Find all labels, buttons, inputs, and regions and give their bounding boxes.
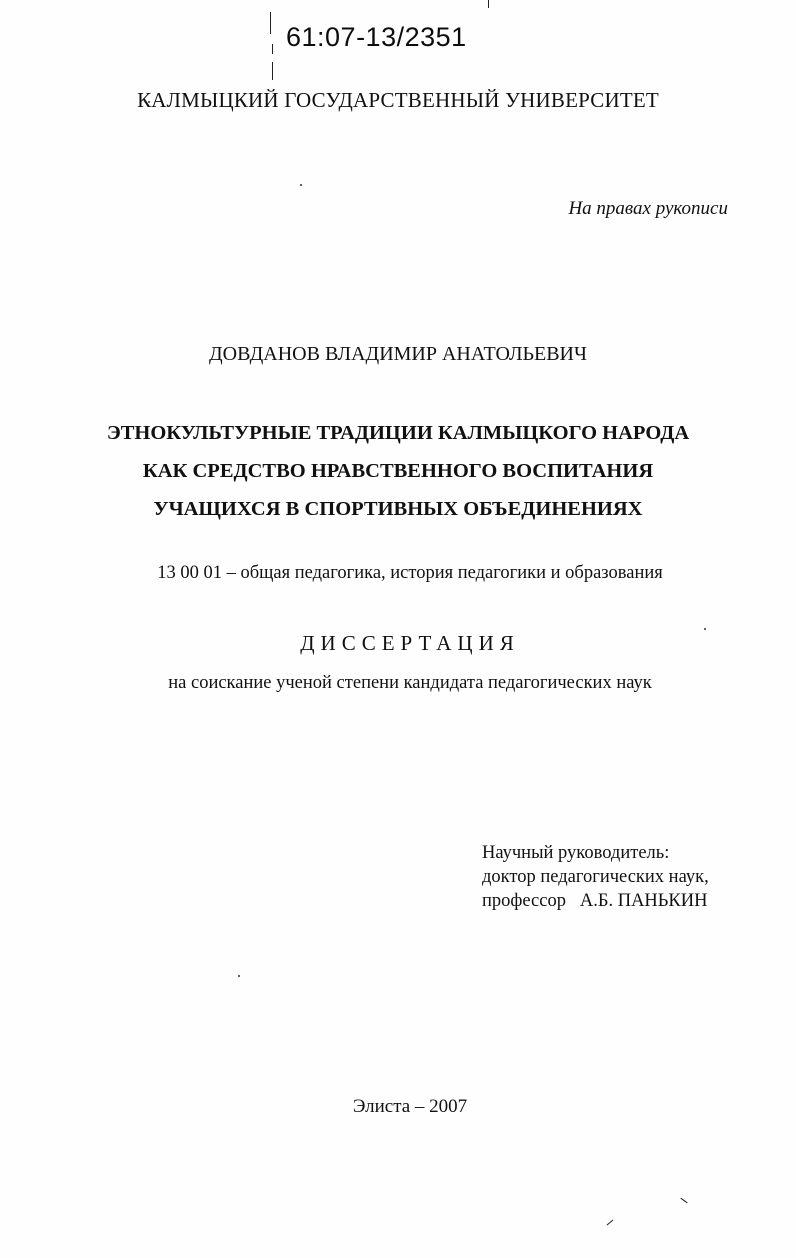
specialty-code: 13 00 01 – общая педагогика, история педагогики и образования [157, 563, 663, 583]
scan-mark [272, 44, 273, 54]
scan-mark [488, 0, 489, 8]
supervisor-degree: доктор педагогических наук, [482, 867, 709, 887]
supervisor-role: Научный руководитель: [482, 843, 670, 863]
scan-mark [680, 1198, 687, 1203]
place-and-year: Элиста – 2007 [352, 1096, 468, 1117]
dissertation-title [0, 414, 796, 528]
scan-mark [272, 62, 273, 80]
scan-speck [238, 975, 240, 977]
degree-line: на соискание ученой степени кандидата педагогических наук [168, 673, 652, 693]
scan-speck [300, 184, 302, 186]
title-line: ЭТНОКУЛЬТУРНЫЕ ТРАДИЦИИ КАЛМЫЦКОГО НАРОДА [106, 422, 690, 444]
title-line: КАК СРЕДСТВО НРАВСТВЕННОГО ВОСПИТАНИЯ [142, 460, 654, 482]
supervisor-block [482, 841, 709, 913]
author-name: ДОВДАНОВ ВЛАДИМИР АНАТОЛЬЕВИЧ [208, 343, 588, 365]
scan-mark [607, 1220, 614, 1226]
document-type: ДИССЕРТАЦИЯ [300, 631, 520, 655]
supervisor-name: профессор А.Б. ПАНЬКИН [482, 891, 708, 911]
scan-mark [270, 12, 271, 34]
scan-speck [704, 628, 706, 630]
manuscript-note: На правах рукописи [568, 198, 728, 219]
archive-code: 61:07-13/2351 [286, 22, 467, 52]
university-name: КАЛМЫЦКИЙ ГОСУДАРСТВЕННЫЙ УНИВЕРСИТЕТ [137, 88, 659, 112]
title-line: УЧАЩИХСЯ В СПОРТИВНЫХ ОБЪЕДИНЕНИЯХ [153, 498, 643, 520]
